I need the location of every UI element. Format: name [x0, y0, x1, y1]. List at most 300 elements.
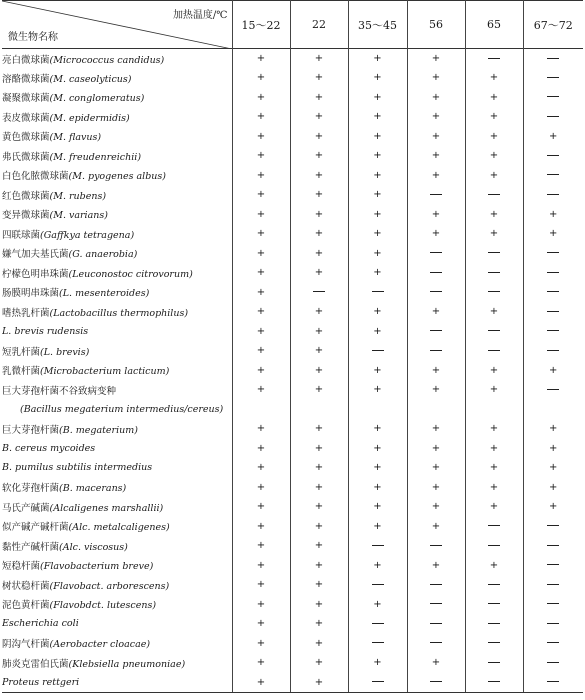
- survival-cell: [348, 575, 407, 595]
- survival-cell: +: [232, 88, 290, 108]
- column-axis-label: 加热温度/℃: [172, 10, 228, 21]
- survival-cell: [465, 49, 523, 69]
- table-row: [2, 68, 583, 88]
- organism-latin-name: (Lactobacillus thermophilus): [49, 307, 189, 319]
- survival-cell: [407, 244, 465, 264]
- survival-cell: +: [232, 341, 290, 361]
- organism-latin-name: (Aerobacter cloacae): [49, 639, 151, 651]
- dash-mark: [430, 603, 442, 604]
- survival-cell: +: [232, 302, 290, 322]
- organism-name: [2, 614, 232, 634]
- survival-cell: [407, 185, 465, 205]
- organism-chinese-name: 弗氏微球菌: [2, 151, 50, 163]
- organism-chinese-name: 表皮微球菌: [2, 112, 50, 124]
- survival-cell: [523, 653, 583, 673]
- survival-cell: +: [348, 146, 407, 166]
- organism-latin-name: (B. megaterium): [59, 424, 138, 436]
- organism-chinese-name: 嗜热乳杆菌: [2, 307, 50, 319]
- table-row: [2, 575, 583, 595]
- survival-cell: +: [465, 419, 523, 439]
- survival-cell: +: [290, 614, 348, 634]
- survival-cell: +: [232, 263, 290, 283]
- dash-mark: [430, 623, 442, 624]
- survival-cell: [465, 244, 523, 264]
- dash-mark: [488, 272, 500, 273]
- organism-chinese-name: 肺炎克雷伯氏菌: [2, 658, 69, 670]
- organism-chinese-name: 红色微球菌: [2, 190, 50, 202]
- dash-mark: [547, 525, 559, 526]
- survival-cell: [523, 575, 583, 595]
- survival-cell: +: [407, 653, 465, 673]
- table-row: [2, 205, 583, 225]
- survival-cell: +: [232, 107, 290, 127]
- organism-latin-name: (B. macerans): [59, 483, 127, 495]
- dash-mark: [372, 350, 384, 351]
- survival-cell: [523, 322, 583, 342]
- table-row: [2, 263, 583, 283]
- survival-cell: +: [465, 224, 523, 244]
- survival-cell: [465, 263, 523, 283]
- table-row: [2, 244, 583, 264]
- table-row: [2, 361, 583, 381]
- dash-mark: [547, 584, 559, 585]
- survival-cell: +: [465, 361, 523, 381]
- temperature-header: 65: [465, 1, 523, 49]
- survival-cell: +: [348, 517, 407, 537]
- survival-cell: +: [523, 224, 583, 244]
- survival-cell: [232, 400, 290, 420]
- survival-cell: +: [290, 419, 348, 439]
- survival-cell: [407, 341, 465, 361]
- survival-cell: +: [348, 88, 407, 108]
- survival-cell: [523, 517, 583, 537]
- survival-cell: [348, 634, 407, 654]
- survival-cell: +: [232, 595, 290, 615]
- survival-cell: +: [348, 263, 407, 283]
- survival-cell: [523, 146, 583, 166]
- dash-mark: [488, 623, 500, 624]
- survival-cell: +: [465, 556, 523, 576]
- organism-chinese-name: 溶酪微球菌: [2, 73, 50, 85]
- table-row: [2, 185, 583, 205]
- survival-cell: [523, 107, 583, 127]
- dash-mark: [547, 662, 559, 663]
- organism-latin-name: (G. anaerobia): [68, 249, 138, 261]
- survival-cell: +: [290, 205, 348, 225]
- dash-mark: [430, 194, 442, 195]
- survival-cell: [523, 68, 583, 88]
- survival-cell: +: [290, 49, 348, 69]
- table-row: [2, 88, 583, 108]
- dash-mark: [430, 584, 442, 585]
- survival-cell: +: [407, 556, 465, 576]
- survival-cell: +: [290, 634, 348, 654]
- organism-name: [2, 302, 232, 322]
- organism-name: [2, 166, 232, 186]
- survival-cell: +: [407, 88, 465, 108]
- survival-cell: +: [407, 49, 465, 69]
- survival-cell: +: [290, 439, 348, 459]
- survival-cell: [523, 283, 583, 303]
- survival-cell: +: [232, 361, 290, 381]
- organism-latin-name: (M. freudenreichii): [49, 151, 142, 163]
- survival-cell: [465, 614, 523, 634]
- survival-cell: [407, 322, 465, 342]
- organism-latin-name: (Flavobact. arborescens): [49, 580, 170, 592]
- survival-cell: +: [232, 283, 290, 303]
- survival-cell: +: [290, 263, 348, 283]
- survival-cell: +: [290, 575, 348, 595]
- dash-mark: [488, 252, 500, 253]
- organism-latin-name: (M. epidermidis): [49, 112, 130, 124]
- dash-mark: [372, 681, 384, 682]
- survival-cell: [523, 400, 583, 420]
- survival-cell: [465, 634, 523, 654]
- organism-name: [2, 380, 232, 400]
- survival-cell: +: [290, 341, 348, 361]
- dash-mark: [488, 525, 500, 526]
- survival-cell: +: [407, 517, 465, 537]
- survival-cell: +: [523, 361, 583, 381]
- organism-chinese-name: 黏性产碱杆菌: [2, 541, 60, 553]
- survival-cell: +: [290, 146, 348, 166]
- survival-cell: +: [290, 653, 348, 673]
- organism-latin-name: Proteus rettgeri: [2, 676, 80, 688]
- table-row: [2, 439, 583, 459]
- survival-cell: +: [407, 458, 465, 478]
- organism-latin-name: (M. caseolyticus): [49, 73, 132, 85]
- organism-name: [2, 653, 232, 673]
- dash-mark: [488, 584, 500, 585]
- organism-chinese-name: 肠膜明串珠菌: [2, 288, 60, 300]
- survival-cell: [407, 673, 465, 693]
- survival-cell: +: [407, 302, 465, 322]
- survival-cell: +: [348, 653, 407, 673]
- survival-cell: +: [290, 595, 348, 615]
- organism-latin-name: (Gaffkya tetragena): [40, 229, 135, 241]
- organism-chinese-name: 凝聚微球菌: [2, 93, 50, 105]
- organism-latin-name: (Alc. viscosus): [59, 541, 128, 553]
- organism-chinese-name: 巨大芽孢杆菌: [2, 424, 60, 436]
- survival-cell: +: [290, 536, 348, 556]
- dash-mark: [547, 116, 559, 117]
- survival-cell: +: [407, 478, 465, 498]
- table-row: [2, 127, 583, 147]
- survival-cell: +: [348, 478, 407, 498]
- dash-mark: [430, 330, 442, 331]
- survival-cell: +: [465, 478, 523, 498]
- organism-name: [2, 283, 232, 303]
- organism-name: [2, 127, 232, 147]
- organism-chinese-name: 黄色微球菌: [2, 132, 50, 144]
- temperature-header: 22: [290, 1, 348, 49]
- organism-name: [2, 185, 232, 205]
- organism-chinese-name: 短稳杆菌: [2, 561, 41, 573]
- survival-cell: [523, 49, 583, 69]
- survival-cell: +: [232, 634, 290, 654]
- temperature-header: 56: [407, 1, 465, 49]
- temperature-header: 35～45: [348, 1, 407, 49]
- survival-cell: +: [407, 166, 465, 186]
- organism-chinese-name: 柠檬色明串珠菌: [2, 268, 69, 280]
- survival-cell: +: [348, 224, 407, 244]
- survival-cell: +: [407, 127, 465, 147]
- table-row: [2, 478, 583, 498]
- survival-cell: +: [290, 68, 348, 88]
- organism-chinese-name: 四联球菌: [2, 229, 41, 241]
- survival-cell: +: [290, 458, 348, 478]
- survival-cell: +: [232, 653, 290, 673]
- table-row: [2, 614, 583, 634]
- survival-cell: [348, 283, 407, 303]
- dash-mark: [488, 350, 500, 351]
- temperature-header: 67～72: [523, 1, 583, 49]
- organism-name: [2, 458, 232, 478]
- survival-cell: +: [348, 419, 407, 439]
- dash-mark: [488, 291, 500, 292]
- survival-cell: [465, 653, 523, 673]
- survival-cell: +: [232, 380, 290, 400]
- survival-cell: [407, 283, 465, 303]
- survival-cell: +: [232, 205, 290, 225]
- table-row: [2, 400, 583, 420]
- table-row: [2, 380, 583, 400]
- survival-cell: +: [290, 361, 348, 381]
- table-row: [2, 224, 583, 244]
- survival-cell: +: [232, 673, 290, 693]
- survival-cell: +: [290, 497, 348, 517]
- survival-cell: [523, 614, 583, 634]
- survival-cell: +: [348, 556, 407, 576]
- header-row: [2, 1, 583, 49]
- table-row: [2, 458, 583, 478]
- survival-cell: +: [348, 185, 407, 205]
- organism-latin-name: (M. varians): [49, 210, 108, 222]
- dash-mark: [547, 272, 559, 273]
- survival-cell: +: [407, 146, 465, 166]
- organism-name: [2, 634, 232, 654]
- organism-name: [2, 49, 232, 69]
- survival-cell: +: [523, 205, 583, 225]
- table-row: [2, 653, 583, 673]
- organism-latin-name: (M. pyogenes albus): [68, 171, 166, 183]
- survival-cell: +: [232, 68, 290, 88]
- organism-name: [2, 224, 232, 244]
- dash-mark: [547, 642, 559, 643]
- organism-chinese-name: 树状稳杆菌: [2, 580, 50, 592]
- organism-latin-name: (Micrococcus candidus): [49, 54, 165, 66]
- survival-cell: [523, 185, 583, 205]
- survival-cell: [407, 575, 465, 595]
- organism-name: [2, 88, 232, 108]
- dash-mark: [547, 96, 559, 97]
- table-row: [2, 283, 583, 303]
- organism-latin-name: (Microbacterium lacticum): [40, 366, 170, 378]
- organism-name: [2, 341, 232, 361]
- organism-chinese-name: 阴沟气杆菌: [2, 639, 50, 651]
- table-row: [2, 595, 583, 615]
- table-row: [2, 419, 583, 439]
- table-row: [2, 517, 583, 537]
- organism-latin-name: Escherichia coli: [2, 618, 79, 630]
- survival-cell: [523, 244, 583, 264]
- dash-mark: [430, 350, 442, 351]
- dash-mark: [547, 350, 559, 351]
- organism-name: [2, 400, 232, 420]
- survival-cell: +: [348, 166, 407, 186]
- dash-mark: [488, 545, 500, 546]
- organism-latin-name: L. brevis rudensis: [2, 325, 89, 337]
- row-axis-label: 微生物名称: [8, 32, 58, 43]
- survival-cell: [523, 673, 583, 693]
- table-row: [2, 146, 583, 166]
- dash-mark: [488, 642, 500, 643]
- survival-cell: [523, 595, 583, 615]
- organism-chinese-name: 软化芽孢杆菌: [2, 483, 60, 495]
- survival-cell: +: [348, 107, 407, 127]
- survival-cell: +: [348, 458, 407, 478]
- dash-mark: [488, 58, 500, 59]
- survival-cell: [290, 283, 348, 303]
- dash-mark: [547, 564, 559, 565]
- survival-cell: [465, 575, 523, 595]
- survival-cell: +: [465, 205, 523, 225]
- dash-mark: [547, 155, 559, 156]
- organism-name: [2, 575, 232, 595]
- dash-mark: [488, 681, 500, 682]
- organism-latin-name: (M. flavus): [49, 132, 102, 144]
- organism-name: [2, 478, 232, 498]
- organism-latin-name: (Bacillus megaterium intermedius/cereus): [20, 403, 224, 415]
- table-row: [2, 634, 583, 654]
- survival-cell: +: [523, 497, 583, 517]
- survival-cell: [407, 263, 465, 283]
- organism-chinese-name: 巨大芽孢杆菌不谷致病变种: [2, 385, 117, 397]
- survival-cell: +: [465, 439, 523, 459]
- organism-chinese-name: 短乳杆菌: [2, 346, 41, 358]
- survival-cell: +: [290, 224, 348, 244]
- survival-cell: +: [407, 380, 465, 400]
- dash-mark: [547, 681, 559, 682]
- dash-mark: [313, 291, 325, 292]
- survival-cell: +: [348, 497, 407, 517]
- survival-cell: [523, 536, 583, 556]
- survival-cell: [523, 634, 583, 654]
- dash-mark: [372, 623, 384, 624]
- survival-cell: +: [348, 49, 407, 69]
- survival-cell: +: [348, 302, 407, 322]
- survival-cell: +: [407, 205, 465, 225]
- organism-chinese-name: 变异微球菌: [2, 210, 50, 222]
- survival-cell: +: [407, 107, 465, 127]
- dash-mark: [547, 252, 559, 253]
- survival-cell: +: [465, 127, 523, 147]
- survival-cell: +: [232, 244, 290, 264]
- survival-cell: +: [348, 380, 407, 400]
- survival-cell: +: [348, 205, 407, 225]
- dash-mark: [547, 194, 559, 195]
- dash-mark: [547, 330, 559, 331]
- survival-cell: +: [232, 166, 290, 186]
- organism-name: [2, 244, 232, 264]
- dash-mark: [372, 584, 384, 585]
- organism-name: [2, 419, 232, 439]
- survival-cell: +: [523, 127, 583, 147]
- survival-cell: +: [290, 302, 348, 322]
- table-row: [2, 166, 583, 186]
- dash-mark: [547, 58, 559, 59]
- dash-mark: [488, 662, 500, 663]
- survival-cell: [348, 673, 407, 693]
- dash-mark: [430, 291, 442, 292]
- survival-cell: [465, 341, 523, 361]
- organism-name: [2, 556, 232, 576]
- organism-latin-name: (Klebsiella pneumoniae): [68, 658, 186, 670]
- survival-cell: +: [232, 185, 290, 205]
- organism-name: [2, 673, 232, 693]
- survival-cell: +: [290, 127, 348, 147]
- survival-cell: +: [232, 536, 290, 556]
- survival-cell: +: [290, 517, 348, 537]
- dash-mark: [372, 545, 384, 546]
- table-row: [2, 556, 583, 576]
- organism-name: [2, 107, 232, 127]
- dash-mark: [372, 291, 384, 292]
- survival-cell: +: [407, 419, 465, 439]
- organism-name: [2, 205, 232, 225]
- organism-latin-name: (L. brevis): [40, 346, 90, 358]
- survival-cell: +: [407, 497, 465, 517]
- survival-cell: +: [232, 127, 290, 147]
- survival-cell: +: [232, 556, 290, 576]
- survival-cell: [465, 322, 523, 342]
- survival-cell: +: [348, 68, 407, 88]
- survival-cell: [523, 302, 583, 322]
- dash-mark: [430, 642, 442, 643]
- organism-latin-name: (M. rubens): [49, 190, 107, 202]
- survival-cell: [465, 185, 523, 205]
- survival-cell: +: [232, 224, 290, 244]
- survival-cell: [348, 400, 407, 420]
- organism-name: [2, 361, 232, 381]
- dash-mark: [547, 291, 559, 292]
- survival-cell: +: [290, 107, 348, 127]
- table-row: [2, 536, 583, 556]
- dash-mark: [430, 252, 442, 253]
- survival-cell: [465, 595, 523, 615]
- survival-cell: +: [465, 380, 523, 400]
- organism-name: [2, 536, 232, 556]
- survival-cell: [407, 634, 465, 654]
- dash-mark: [547, 545, 559, 546]
- table-row: [2, 107, 583, 127]
- table-row: [2, 302, 583, 322]
- survival-cell: +: [232, 146, 290, 166]
- dash-mark: [430, 272, 442, 273]
- survival-cell: +: [232, 478, 290, 498]
- temperature-tolerance-table: [2, 0, 583, 693]
- organism-name: [2, 146, 232, 166]
- survival-cell: [407, 595, 465, 615]
- survival-cell: +: [232, 614, 290, 634]
- survival-cell: +: [523, 458, 583, 478]
- survival-cell: +: [290, 166, 348, 186]
- dash-mark: [430, 545, 442, 546]
- survival-cell: +: [465, 302, 523, 322]
- table-row: [2, 49, 583, 69]
- temperature-header: 15～22: [232, 1, 290, 49]
- survival-cell: [465, 536, 523, 556]
